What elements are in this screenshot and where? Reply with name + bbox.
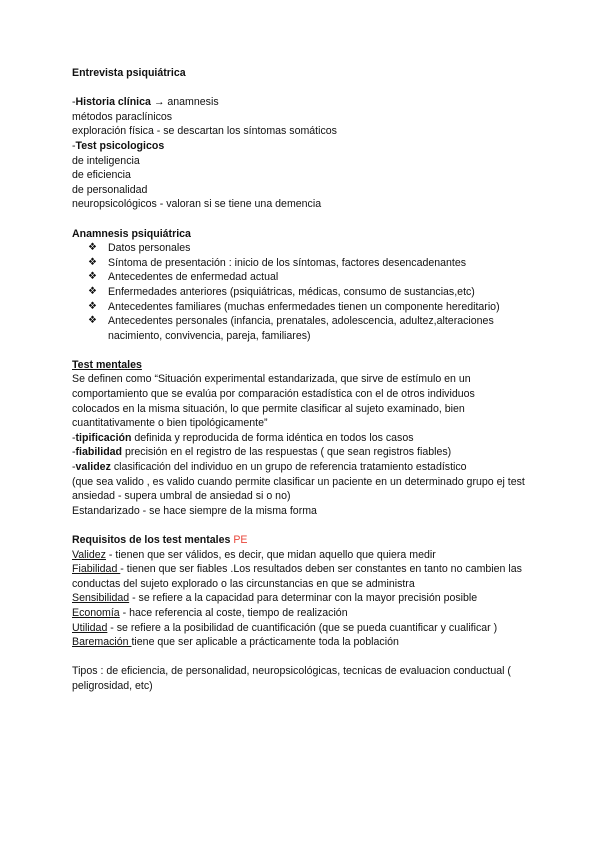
requisito-text: tiene que ser aplicable a prácticamente toda la población [131,636,399,649]
fiabilidad-line: -fiabilidad precisión en el registro de las respuestas ( que sean registros fiables) [72,446,452,459]
test-psicologicos-line [72,139,542,154]
dash: - [72,139,76,152]
anamnesis-list [72,241,542,343]
tipificacion-text: definida y reproducida de forma idéntica en todos los casos [131,431,414,444]
list-item-text: Antecedentes de enfermedad actual [108,271,279,284]
test-psicologicos-label: Test psicologicos [75,139,165,152]
requisito-economia [72,606,542,621]
list-item [88,270,542,285]
requisito-term: Baremación [72,636,132,649]
historia-line-1: métodos paraclínicos [72,110,173,123]
requisito-term: Validez [72,548,106,561]
list-item [88,300,542,315]
list-item-text: Enfermedades anteriores (psiquiátricas, médicas, consumo de sustancias,etc) [108,285,475,298]
diamond-bullet-icon: ❖ [88,256,97,268]
test-psico-line-1: de inteligencia [72,154,140,167]
fiabilidad-text: precisión en el registro de las respuestas ( que sean registros fiables) [122,446,452,459]
list-item-text: Datos personales [108,242,191,255]
requisito-sensibilidad [72,591,542,606]
requisito-text: - se refiere a la posibilidad de cuantificación (que se pueda cuantificar y cualificar ) [107,621,498,634]
diamond-bullet-icon: ❖ [88,300,97,312]
document-page [72,66,542,694]
requisitos-heading-text: Requisitos de los test mentales [72,534,231,546]
test-mentales-definition: Se definen como “Situación experimental estandarizada, que sirve de estímulo en un comportamiento que se evalúa por comparación estadística con el de otros individuos colocados en la misma situación, lo que permite clasificar al sujeto examinado, bien cuantitativamente o bien tipológicamente” [72,373,475,430]
validez-text: clasificación del individuo en un grupo de referencia tratamiento estadístico [110,461,467,474]
historia-arrow-text: → anamnesis [150,96,219,109]
estandarizado-line: Estandarizado - se hace siempre de la misma forma [72,504,317,517]
validez-note: (que sea valido , es valido cuando permite clasificar un paciente en un determinado grupo ej test ansiedad - supera umbral de ansiedad si o no) [72,475,525,503]
list-item [88,241,542,256]
list-item [88,285,542,300]
diamond-bullet-icon: ❖ [88,242,97,254]
fiabilidad-label: fiabilidad [75,446,123,459]
tipos-paragraph: Tipos : de eficiencia, de personalidad, neuropsicológicas, tecnicas de evaluacion conductual ( peligrosidad, etc) [72,665,511,692]
historia-clinica-label: Historia clínica [75,96,151,109]
list-item [88,256,542,271]
requisitos-heading [72,533,542,548]
requisito-text: - se refiere a la capacidad para determinar con la mayor precisión posible [129,592,478,605]
requisito-text: - tienen que ser fiables .Los resultados deben ser constantes en tanto no cambien las conductas del sujeto explorado o las circunstancias en que se administra [72,563,522,590]
requisito-term: Utilidad [72,621,108,634]
requisito-utilidad [72,621,542,636]
tipificacion-line: -tipificación definida y reproducida de forma idéntica en todos los casos [72,431,414,444]
list-item [88,314,528,343]
test-psico-line-3: de personalidad [72,183,148,196]
validez-line: -validez clasificación del individuo en un grupo de referencia tratamiento estadístico [72,461,467,474]
list-item-text: Antecedentes personales (infancia, prenatales, adolescencia, adultez,alteraciones nacimiento, convivencia, pareja, familiares) [108,315,494,342]
requisito-text: - tienen que ser válidos, es decir, que midan aquello que quiera medir [105,548,436,561]
dash: - [72,96,76,109]
requisito-fiabilidad [72,562,534,591]
test-mentales-heading: Test mentales [72,358,142,371]
requisito-term: Economía [72,606,120,619]
test-psico-line-4: neuropsicológicos - valoran si se tiene una demencia [72,198,322,211]
diamond-bullet-icon: ❖ [88,285,97,297]
requisito-baremacion [72,635,542,650]
test-psico-line-2: de eficiencia [72,169,131,182]
requisito-term: Sensibilidad [72,592,130,605]
list-item-text: Antecedentes familiares (muchas enfermedades tienen un componente hereditario) [108,300,500,313]
pe-tag: PE [233,534,248,546]
validez-label: validez [75,461,111,474]
document-title: Entrevista psiquiátrica [72,67,186,79]
diamond-bullet-icon: ❖ [88,315,97,327]
list-item-text: Síntoma de presentación : inicio de los síntomas, factores desencadenantes [108,256,467,269]
requisito-validez [72,548,542,563]
requisito-text: - hace referencia al coste, tiempo de realización [119,606,348,619]
historia-line-2: exploración física - se descartan los síntomas somáticos [72,125,337,138]
tipificacion-label: tipificación [75,431,132,444]
anamnesis-heading: Anamnesis psiquiátrica [72,227,191,240]
requisito-term: Fiabilidad [72,563,121,576]
diamond-bullet-icon: ❖ [88,271,97,283]
historia-clinica-line [72,95,542,110]
